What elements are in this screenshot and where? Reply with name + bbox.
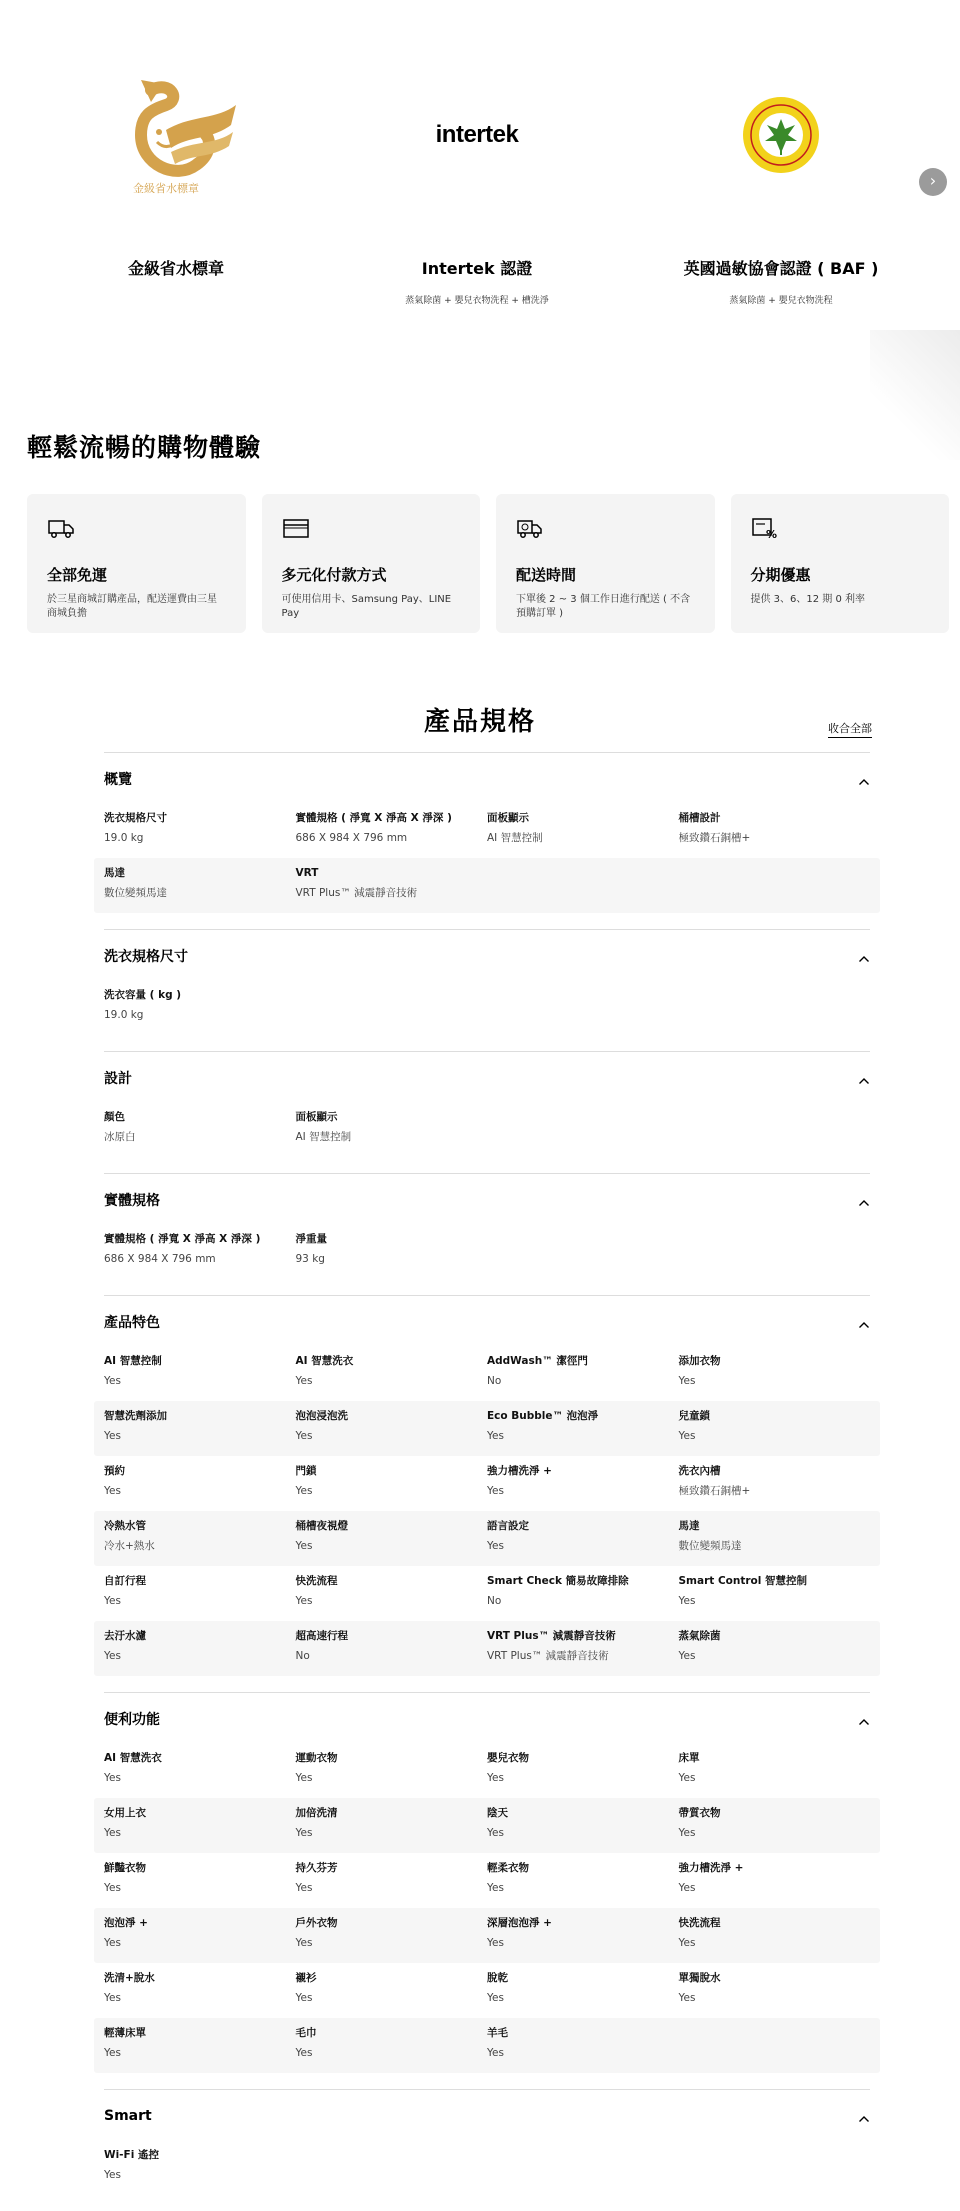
spec-item [679, 1353, 871, 1394]
spec-row [94, 1853, 880, 1908]
spec-value: Yes [295, 1827, 313, 1839]
spec-value: Yes [104, 1992, 121, 2004]
spec-value: Yes [295, 1375, 313, 1387]
spec-value: Yes [104, 1430, 121, 1442]
spec-item [679, 1573, 871, 1614]
benefit-title: 多元化付款方式 [281, 566, 387, 584]
spec-item [104, 1970, 296, 2011]
spec-value: Yes [295, 1595, 313, 1607]
spec-item [296, 1463, 488, 1504]
spec-value: Yes [678, 1375, 696, 1387]
spec-item [296, 1915, 488, 1956]
spec-value: Yes [678, 1595, 696, 1607]
spec-label: 運動衣物 [295, 1752, 338, 1764]
spec-label: 淨重量 [295, 1233, 327, 1245]
spec-label: 單獨脫水 [678, 1972, 721, 1984]
spec-label: 鮮豔衣物 [104, 1862, 146, 1874]
spec-value: No [295, 1650, 310, 1662]
spec-label: 實體規格 ( 淨寬 X 淨高 X 淨深 ) [295, 812, 452, 824]
spec-value: Yes [678, 1827, 696, 1839]
spec-label: 冷熱水管 [104, 1520, 146, 1532]
spec-item [679, 1628, 871, 1669]
spec-item [487, 1750, 679, 1791]
spec-row [94, 1102, 880, 1157]
benefit-desc: 下單後 2 ~ 3 個工作日進行配送 ( 不含預購訂單 ) [516, 594, 691, 619]
spec-label: Smart Check 簡易故障排除 [487, 1575, 629, 1587]
spec-label: 顏色 [104, 1111, 125, 1123]
certification-desc: 蒸氣除菌 + 嬰兒衣物洗程 [729, 296, 833, 306]
spec-item [679, 810, 871, 851]
certification-item-allergy-uk [631, 60, 931, 306]
spec-label: VRT Plus™ 減震靜音技術 [487, 1630, 616, 1642]
spec-value: 數位變頻馬達 [678, 1540, 742, 1552]
spec-item [104, 1573, 296, 1614]
spec-item [104, 1463, 296, 1504]
specs-accordion [104, 752, 870, 2211]
spec-value: Yes [487, 1772, 504, 1784]
spec-value: Yes [678, 1772, 696, 1784]
shopping-section-title: 輕鬆流暢的購物體驗 [27, 433, 262, 462]
spec-label: VRT [295, 867, 319, 879]
chevron-up-icon[interactable] [858, 773, 870, 785]
spec-value: Yes [295, 1882, 313, 1894]
spec-label: 洗衣容量 ( kg ) [104, 989, 182, 1001]
spec-item [296, 1518, 488, 1559]
spec-label: AI 智慧洗衣 [104, 1752, 162, 1764]
spec-item [104, 1353, 296, 1394]
spec-label: 戶外衣物 [295, 1917, 338, 1929]
spec-item [104, 1109, 296, 1150]
spec-item [296, 1970, 488, 2011]
spec-section-name: 便利功能 [104, 1712, 160, 1728]
spec-row [94, 1224, 880, 1279]
spec-item [104, 865, 296, 906]
spec-label: 門鎖 [295, 1465, 317, 1477]
spec-value: Yes [104, 2169, 121, 2181]
spec-item [679, 1970, 871, 2011]
spec-section [104, 1295, 870, 1692]
spec-label: 添加衣物 [678, 1355, 721, 1367]
benefit-title: 分期優惠 [750, 566, 811, 584]
spec-section-name: 概覽 [104, 772, 132, 788]
benefit-card-payment [262, 494, 481, 633]
spec-section-name: 實體規格 [104, 1193, 160, 1209]
spec-section-header[interactable] [104, 1188, 870, 1212]
spec-label: 語言設定 [487, 1520, 529, 1532]
spec-label: 洗衣規格尺寸 [104, 812, 167, 824]
spec-label: 馬達 [104, 867, 125, 879]
spec-value: Yes [295, 2047, 313, 2059]
spec-label: 去汙水濾 [104, 1630, 146, 1642]
spec-item [296, 810, 488, 851]
spec-value: AI 智慧控制 [295, 1131, 352, 1143]
spec-item [296, 2025, 488, 2066]
spec-value: Yes [487, 1430, 504, 1442]
spec-value: Yes [104, 1882, 121, 1894]
spec-item [487, 810, 679, 851]
spec-row [94, 1456, 880, 1511]
spec-value: Yes [487, 1937, 504, 1949]
spec-value: 極致鑽石銅槽+ [678, 832, 751, 844]
spec-item [487, 2025, 679, 2066]
spec-label: 桶槽設計 [678, 812, 721, 824]
spec-label: 泡泡淨 + [104, 1917, 148, 1929]
spec-label: 羊毛 [487, 2027, 508, 2039]
certification-item-intertek [327, 60, 627, 306]
water-saving-logo [26, 60, 326, 210]
spec-label: AI 智慧洗衣 [295, 1355, 354, 1367]
spec-label: 陰天 [487, 1807, 508, 1819]
spec-value: Yes [487, 1882, 504, 1894]
spec-label: 輕薄床單 [104, 2027, 146, 2039]
spec-label: 蒸氣除菌 [678, 1630, 721, 1642]
spec-row [94, 1511, 880, 1566]
spec-label: 快洗流程 [295, 1575, 338, 1587]
spec-item [104, 1231, 296, 1272]
spec-label: 面板顯示 [487, 812, 529, 824]
spec-value: Yes [104, 1650, 121, 1662]
spec-section [104, 2089, 870, 2211]
certification-item-water [26, 60, 326, 293]
spec-value: 極致鑽石銅槽+ [678, 1485, 751, 1497]
spec-row [94, 1346, 880, 1401]
spec-value: Yes [104, 1827, 121, 1839]
spec-item [104, 1750, 296, 1791]
spec-value: Yes [678, 1992, 696, 2004]
spec-row [94, 1566, 880, 1621]
spec-label: 預約 [104, 1465, 125, 1477]
spec-item [487, 1805, 679, 1846]
spec-section-name: 設計 [104, 1071, 132, 1087]
spec-value: Yes [678, 1882, 696, 1894]
spec-item [296, 1231, 488, 1272]
specs-title: 產品規格 [423, 707, 536, 737]
spec-value: Yes [295, 1992, 313, 2004]
spec-label: 嬰兒衣物 [487, 1752, 529, 1764]
spec-label: 脫乾 [487, 1972, 508, 1984]
spec-label: 桶槽夜視燈 [295, 1520, 348, 1532]
spec-value: Yes [295, 1937, 313, 1949]
spec-value: Yes [678, 1937, 696, 1949]
spec-label: 輕柔衣物 [487, 1862, 529, 1874]
spec-row [94, 803, 880, 858]
spec-label: 泡泡浸泡洗 [295, 1410, 348, 1422]
spec-section-header[interactable] [104, 767, 870, 791]
spec-value: Yes [295, 1772, 313, 1784]
spec-label: 自訂行程 [104, 1575, 146, 1587]
spec-item [487, 1353, 679, 1394]
spec-item [104, 2025, 296, 2066]
spec-item [104, 1860, 296, 1901]
spec-label: 深層泡泡淨 + [487, 1917, 552, 1929]
spec-row [94, 1743, 880, 1798]
spec-section-header[interactable] [104, 1066, 870, 1090]
spec-item [296, 1750, 488, 1791]
spec-item [104, 2147, 296, 2188]
spec-item [679, 1915, 871, 1956]
spec-label: 持久芬芳 [295, 1862, 338, 1874]
spec-section [104, 929, 870, 1051]
spec-item [487, 1915, 679, 1956]
spec-item [487, 1518, 679, 1559]
spec-value: Yes [104, 2047, 121, 2059]
spec-value: 686 X 984 X 796 mm [104, 1253, 216, 1265]
spec-item [296, 1573, 488, 1614]
spec-value: Yes [104, 1485, 121, 1497]
spec-value: Yes [678, 1650, 696, 1662]
spec-item [679, 1805, 871, 1846]
spec-value: No [487, 1375, 502, 1387]
spec-label: AI 智慧控制 [104, 1355, 162, 1367]
spec-item [487, 1970, 679, 2011]
spec-value: Yes [487, 1485, 504, 1497]
spec-value: 數位變頻馬達 [104, 887, 167, 899]
spec-value: Yes [678, 1430, 696, 1442]
spec-label: Eco Bubble™ 泡泡淨 [487, 1410, 599, 1422]
benefit-desc: 可使用信用卡、Samsung Pay、LINE Pay [281, 594, 452, 619]
chevron-up-icon[interactable] [858, 1316, 870, 1328]
spec-item [487, 1573, 679, 1614]
spec-label: 強力槽洗淨 + [487, 1465, 552, 1477]
spec-value: 19.0 kg [104, 1009, 144, 1021]
spec-item [296, 1860, 488, 1901]
spec-label: 智慧洗劑添加 [104, 1410, 167, 1422]
spec-section [104, 752, 870, 929]
benefit-title: 配送時間 [516, 566, 577, 584]
spec-label: 床單 [678, 1752, 700, 1764]
certification-title: Intertek 認證 [421, 259, 533, 278]
spec-label: AddWash™ 潔徑門 [487, 1355, 588, 1367]
chevron-up-icon[interactable] [858, 1072, 870, 1084]
chevron-up-icon[interactable] [858, 2110, 870, 2122]
spec-section [104, 1692, 870, 2089]
spec-label: Smart Control 智慧控制 [678, 1575, 808, 1587]
spec-row [94, 1798, 880, 1853]
chevron-right-icon: › [929, 171, 937, 190]
spec-value: Yes [104, 1937, 121, 1949]
spec-item [104, 987, 296, 1028]
spec-section-header[interactable] [104, 1310, 870, 1334]
spec-value: Yes [487, 1827, 504, 1839]
spec-label: 馬達 [678, 1520, 700, 1532]
benefit-title: 全部免運 [47, 566, 108, 584]
credit-card-icon [282, 516, 310, 540]
spec-item [104, 1915, 296, 1956]
spec-row [94, 2140, 880, 2195]
decorative-fade [870, 330, 960, 460]
spec-label: Wi-Fi 遙控 [104, 2149, 159, 2161]
intertek-logo: intertek [435, 121, 519, 148]
spec-item [296, 1805, 488, 1846]
spec-item [104, 810, 296, 851]
spec-label: 洗清+脫水 [104, 1972, 155, 1984]
spec-value: VRT Plus™ 減震靜音技術 [295, 887, 418, 899]
delivery-clock-icon [516, 516, 544, 540]
spec-item [104, 1408, 296, 1449]
certification-title: 英國過敏協會認證 ( BAF ) [683, 259, 879, 278]
spec-section-name: 洗衣規格尺寸 [104, 949, 188, 965]
spec-item [487, 1628, 679, 1669]
spec-item [679, 1518, 871, 1559]
spec-label: 強力槽洗淨 + [678, 1862, 744, 1874]
spec-item [104, 1518, 296, 1559]
spec-item [679, 1750, 871, 1791]
spec-label: 襯衫 [295, 1972, 317, 1984]
benefit-card-delivery-time [496, 494, 715, 633]
spec-value: Yes [295, 1485, 313, 1497]
allergy-uk-seal-logo [631, 60, 931, 210]
spec-item [679, 1860, 871, 1901]
spec-value: Yes [487, 1992, 504, 2004]
spec-item [296, 1628, 488, 1669]
spec-label: 毛巾 [295, 2027, 317, 2039]
spec-value: Yes [104, 1595, 121, 1607]
spec-value: 686 X 984 X 796 mm [295, 832, 408, 844]
benefit-card-installment [731, 494, 950, 633]
spec-label: 面板顯示 [295, 1111, 338, 1123]
carousel-next-button[interactable] [919, 168, 947, 196]
certification-carousel [0, 0, 960, 400]
spec-value: AI 智慧控制 [487, 832, 543, 844]
spec-label: 快洗流程 [678, 1917, 721, 1929]
spec-value: 冷水+熱水 [104, 1540, 155, 1552]
benefit-desc: 提供 3、6、12 期 0 利率 [750, 594, 866, 605]
spec-label: 帶質衣物 [678, 1807, 721, 1819]
benefit-desc: 於三星商城訂購產品，配送運費由三星商城負擔 [47, 594, 217, 619]
spec-row [94, 980, 880, 1035]
spec-label: 洗衣內槽 [678, 1465, 721, 1477]
spec-value: Yes [295, 1430, 313, 1442]
spec-item [296, 865, 488, 906]
spec-value: Yes [104, 1375, 121, 1387]
shopping-benefit-cards [27, 494, 949, 633]
chevron-up-icon[interactable] [858, 1194, 870, 1206]
spec-value: Yes [295, 1540, 313, 1552]
chevron-up-icon[interactable] [858, 1713, 870, 1725]
spec-item [296, 1109, 488, 1150]
spec-item [487, 1463, 679, 1504]
spec-section-name: 產品特色 [104, 1315, 160, 1331]
spec-value: 93 kg [295, 1253, 325, 1265]
chevron-up-icon[interactable] [858, 950, 870, 962]
spec-value: VRT Plus™ 減震靜音技術 [487, 1650, 609, 1662]
spec-label: 實體規格 ( 淨寬 X 淨高 X 淨深 ) [104, 1233, 261, 1245]
spec-row [94, 1621, 880, 1676]
spec-section [104, 1051, 870, 1173]
spec-row [94, 2018, 880, 2073]
installment-percent-icon [751, 516, 779, 540]
spec-row [94, 1963, 880, 2018]
spec-item [296, 1353, 488, 1394]
svg-text:%: % [765, 528, 777, 540]
spec-item [104, 1805, 296, 1846]
spec-item [679, 1408, 871, 1449]
spec-row [94, 858, 880, 913]
spec-item [104, 1628, 296, 1669]
spec-item [679, 1463, 871, 1504]
spec-value: Yes [487, 1540, 504, 1552]
collapse-all-link[interactable]: 收合全部 [828, 720, 872, 738]
spec-item [487, 1860, 679, 1901]
spec-label: 女用上衣 [104, 1807, 146, 1819]
spec-section-name: Smart [104, 2108, 152, 2124]
spec-item [296, 1408, 488, 1449]
spec-value: 冰原白 [104, 1131, 136, 1143]
svg-text:金級省水標章: 金級省水標章 [133, 182, 199, 195]
spec-section-header[interactable] [104, 2104, 870, 2128]
spec-section-header[interactable] [104, 944, 870, 968]
spec-item [487, 1408, 679, 1449]
spec-row [94, 1401, 880, 1456]
certification-title: 金級省水標章 [127, 259, 224, 278]
spec-value: No [487, 1595, 502, 1607]
spec-value: Yes [104, 1772, 121, 1784]
spec-section [104, 1173, 870, 1295]
spec-section-header[interactable] [104, 1707, 870, 1731]
spec-label: 加倍洗清 [295, 1807, 338, 1819]
benefit-card-free-shipping [27, 494, 246, 633]
spec-label: 超高速行程 [295, 1630, 348, 1642]
certification-desc: 蒸氣除菌 + 嬰兒衣物洗程 + 槽洗淨 [405, 296, 549, 306]
spec-value: 19.0 kg [104, 832, 144, 844]
truck-icon [47, 516, 75, 540]
spec-value: Yes [487, 2047, 504, 2059]
spec-row [94, 1908, 880, 1963]
spec-label: 兒童鎖 [678, 1410, 710, 1422]
